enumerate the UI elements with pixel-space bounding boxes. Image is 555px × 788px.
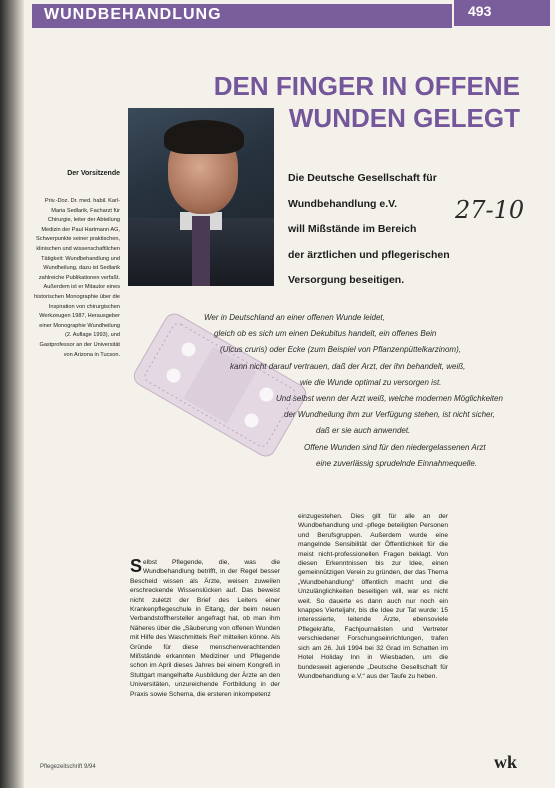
sidebar-title: Der Vorsitzende	[67, 170, 120, 177]
headline-line-1: DEN FINGER IN OFFENE	[213, 71, 520, 101]
intro-line: Versorgung beseitigen.	[288, 274, 405, 286]
drop-cap: S	[130, 556, 143, 576]
quote-line: wie die Wunde optimal zu versorgen ist.	[300, 377, 442, 387]
headline-line-2: WUNDEN GELEGT	[288, 103, 520, 133]
binding-spine	[0, 0, 24, 788]
intro-line: Die Deutsche Gesellschaft für	[288, 172, 437, 184]
section-label: WUNDBEHANDLUNG	[44, 6, 222, 23]
quote-line: gleich ob es sich um einen Dekubitus handelt, ein offenes Bein	[214, 329, 437, 339]
sidebar-text: Priv.-Doz. Dr. med. habil. Karl-Maria Sedlarik, Facharzt für Chirurgie, leiter der Abteilung Medizin der Paul Hartmann AG, Schwerpunkte seiner praktischen, klinischen und wissenschaftlichen Tätigkeit: Wundbehandlung und Wundheilung, dazu ist Sedlarik zahlreiche Publikationen verfaßt. Außerdem ist er Mitautor eines historischen Monographie über die Inspiration von chirurgischen Werkzeugen 1987, Herausgeber einer Monographie Wundheilung (2. Auflage 1993), und Gastprofessor an der Universität von Arizona in Tucson.	[34, 198, 120, 358]
quote-line: (Ulcus cruris) oder Ecke (zum Beispiel von Pflanzenpüttelkarzinom),	[220, 345, 461, 355]
pull-quote	[200, 310, 540, 472]
body-column-1-text: elbst Pflegende, die, was die Wundbehandlung betrifft, in der Regel besser Bescheid wissen als Ärzte, weisen zuweilen erschreckende Wissenslücken auf. Das beweist nicht zuletzt der Brief des Leiters einer Krankenpflegeschule in Eltang, der beim neuen Verbandstoffhersteller angefragt hat, ob man ihm Näheres über die „Säuberung von offenen Wunden mit Hilfe des Waschmittels Rei“ mitteilen könne. Als Gründe für diese menschenverachtenden Mißstände erkannten Mediziner und Pflegende schon im April dieses Jahres bei einem Kongreß in Stuttgart mangelhafte Ausbildung der Ärzte an den Universitäten, unzureichende Fortbildung in der Praxis sowie Schema, die ersteren inkompetenz	[130, 559, 280, 698]
handwritten-note: 27-10	[455, 196, 525, 224]
quote-line: daß er sie auch anwendet.	[316, 426, 411, 436]
intro-line: Wundbehandlung e.V.	[288, 197, 398, 210]
portrait-photo	[128, 108, 274, 286]
page-number: 493	[468, 3, 492, 19]
intro-line: will Mißstände im Bereich	[288, 223, 417, 235]
sidebar-caption	[32, 170, 120, 360]
intro-text	[288, 166, 488, 294]
portrait-tie	[192, 216, 210, 286]
intro-line: der ärztlichen und pflegerischen	[288, 248, 450, 261]
quote-line: Wer in Deutschland an einer offenen Wunde leidet,	[204, 313, 385, 322]
quote-line: eine zuverlässig sprudelnde Einnahmequelle.	[316, 458, 477, 468]
quote-line: der Wundheilung ihm zur Verfügung stehen, ist nicht sicher,	[284, 410, 495, 420]
quote-line: kann nicht darauf vertrauen, daß der Arzt, der ihn behandelt, weiß,	[230, 361, 466, 371]
body-column-1	[130, 558, 280, 699]
footer-publication: Pflegezeitschrift 9/94	[40, 764, 96, 770]
portrait-hair	[164, 120, 244, 154]
quote-line: Offene Wunden sind für den niedergelassenen Arzt	[304, 442, 486, 452]
body-column-2: einzugestehen. Dies gilt für alle an der Wundbehandlung und -pflege beteiligten Personen und Berufsgruppen. Außerdem wurde eine mangelnde Sensibilität der Öffentlichkeit für die meist nicht-professionellen Fragen beklagt. Von diesen Erkenntnissen bis zur Idee, einen gemeinnützigen Verein zu gründen, der das Thema „Wundbehandlung“ öffentlich macht und die Unzulänglichkeiten beseitigen will, war es nicht weit. So dauerte es dann auch nur noch ein knappes Vierteljahr, bis die Idee zur Tat wurde: 15 interessierte, leitende Ärzte, ebensoviele Pflegekräfte, Fachjournalisten und Vertreter verschiedener Forschungseinrichtungen, trafen sich am 26. Juli 1994 bei 32 Grad im Schatten im Hotel Holiday Inn in Wiesbaden, um die bundesweit agierende „Deutsche Gesellschaft für Wundbehandlung e.V.“ aus der Taufe zu heben.	[298, 513, 448, 680]
publisher-logo: wk	[494, 752, 518, 772]
quote-line: Und selbst wenn der Arzt weiß, welche modernen Möglichkeiten	[276, 394, 503, 404]
